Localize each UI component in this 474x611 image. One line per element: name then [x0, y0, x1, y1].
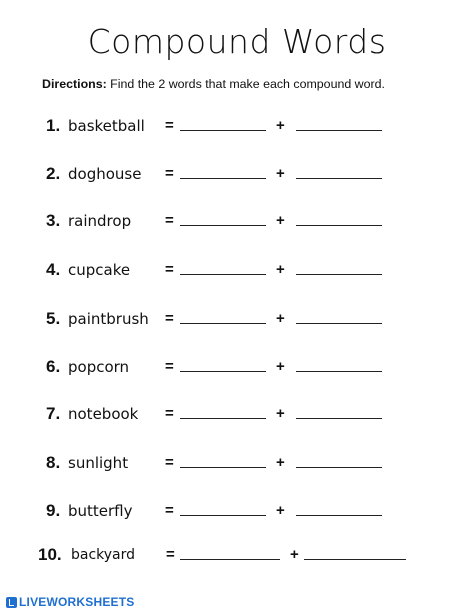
footer-brand[interactable]: [6, 595, 134, 609]
exercise-row-6: [0, 354, 474, 380]
answer-blank-first[interactable]: [180, 323, 266, 324]
answer-blank-first[interactable]: [180, 418, 266, 419]
compound-word: butterfly: [68, 502, 133, 520]
plus-sign: +: [276, 454, 285, 471]
answer-blank-first[interactable]: [180, 274, 266, 275]
equals-sign: =: [165, 405, 174, 422]
item-number: 1.: [46, 116, 61, 135]
answer-blank-first[interactable]: [180, 371, 266, 372]
exercise-row-3: [0, 208, 474, 234]
plus-sign: +: [276, 165, 285, 182]
answer-blank-first[interactable]: [180, 515, 266, 516]
compound-word: paintbrush: [68, 310, 149, 328]
item-number: 9.: [46, 501, 61, 520]
plus-sign: +: [276, 212, 285, 229]
exercise-row-8: [0, 450, 474, 476]
plus-sign: +: [276, 405, 285, 422]
answer-blank-second[interactable]: [296, 371, 382, 372]
equals-sign: =: [165, 310, 174, 327]
brand-name: LIVEWORKSHEETS: [19, 595, 135, 609]
answer-blank-second[interactable]: [296, 225, 382, 226]
item-number: 3.: [46, 211, 61, 230]
exercise-row-1: [0, 113, 474, 139]
exercise-row-9: [0, 498, 474, 524]
exercise-row-5: [0, 306, 474, 332]
compound-word: doghouse: [68, 165, 142, 183]
item-number: 2.: [46, 164, 61, 183]
checkmark-logo-icon: [6, 597, 17, 608]
equals-sign: =: [166, 546, 175, 563]
item-number: 6.: [46, 357, 61, 376]
answer-blank-second[interactable]: [304, 559, 406, 560]
equals-sign: =: [165, 117, 174, 134]
answer-blank-first[interactable]: [180, 559, 280, 560]
compound-word: basketball: [68, 117, 145, 135]
item-number: 10.: [38, 545, 62, 564]
exercise-row-2: [0, 161, 474, 187]
answer-blank-second[interactable]: [296, 274, 382, 275]
equals-sign: =: [165, 165, 174, 182]
equals-sign: =: [165, 454, 174, 471]
page-title: Compound Words: [87, 22, 387, 61]
item-number: 7.: [46, 404, 61, 423]
answer-blank-second[interactable]: [296, 323, 382, 324]
plus-sign: +: [276, 502, 285, 519]
answer-blank-second[interactable]: [296, 178, 382, 179]
compound-word: raindrop: [68, 212, 132, 230]
plus-sign: +: [276, 261, 285, 278]
plus-sign: +: [276, 358, 285, 375]
directions-label: Directions:: [42, 77, 107, 91]
compound-word: notebook: [68, 405, 139, 423]
compound-word: sunlight: [68, 454, 129, 472]
answer-blank-second[interactable]: [296, 130, 382, 131]
item-number: 4.: [46, 260, 61, 279]
equals-sign: =: [165, 358, 174, 375]
equals-sign: =: [165, 502, 174, 519]
answer-blank-second[interactable]: [296, 467, 382, 468]
answer-blank-first[interactable]: [180, 467, 266, 468]
plus-sign: +: [276, 310, 285, 327]
plus-sign: +: [276, 117, 285, 134]
equals-sign: =: [165, 261, 174, 278]
compound-word: popcorn: [68, 358, 130, 376]
answer-blank-first[interactable]: [180, 225, 266, 226]
compound-word: backyard: [71, 547, 136, 563]
item-number: 5.: [46, 309, 61, 328]
directions-text: Find the 2 words that make each compound word.: [110, 77, 385, 91]
item-number: 8.: [46, 453, 61, 472]
equals-sign: =: [165, 212, 174, 229]
answer-blank-first[interactable]: [180, 178, 266, 179]
exercise-row-4: [0, 257, 474, 283]
answer-blank-first[interactable]: [180, 130, 266, 131]
exercise-row-10: [0, 542, 474, 568]
exercise-row-7: [0, 401, 474, 427]
compound-word: cupcake: [68, 261, 131, 279]
plus-sign: +: [290, 546, 299, 563]
answer-blank-second[interactable]: [296, 515, 382, 516]
answer-blank-second[interactable]: [296, 418, 382, 419]
